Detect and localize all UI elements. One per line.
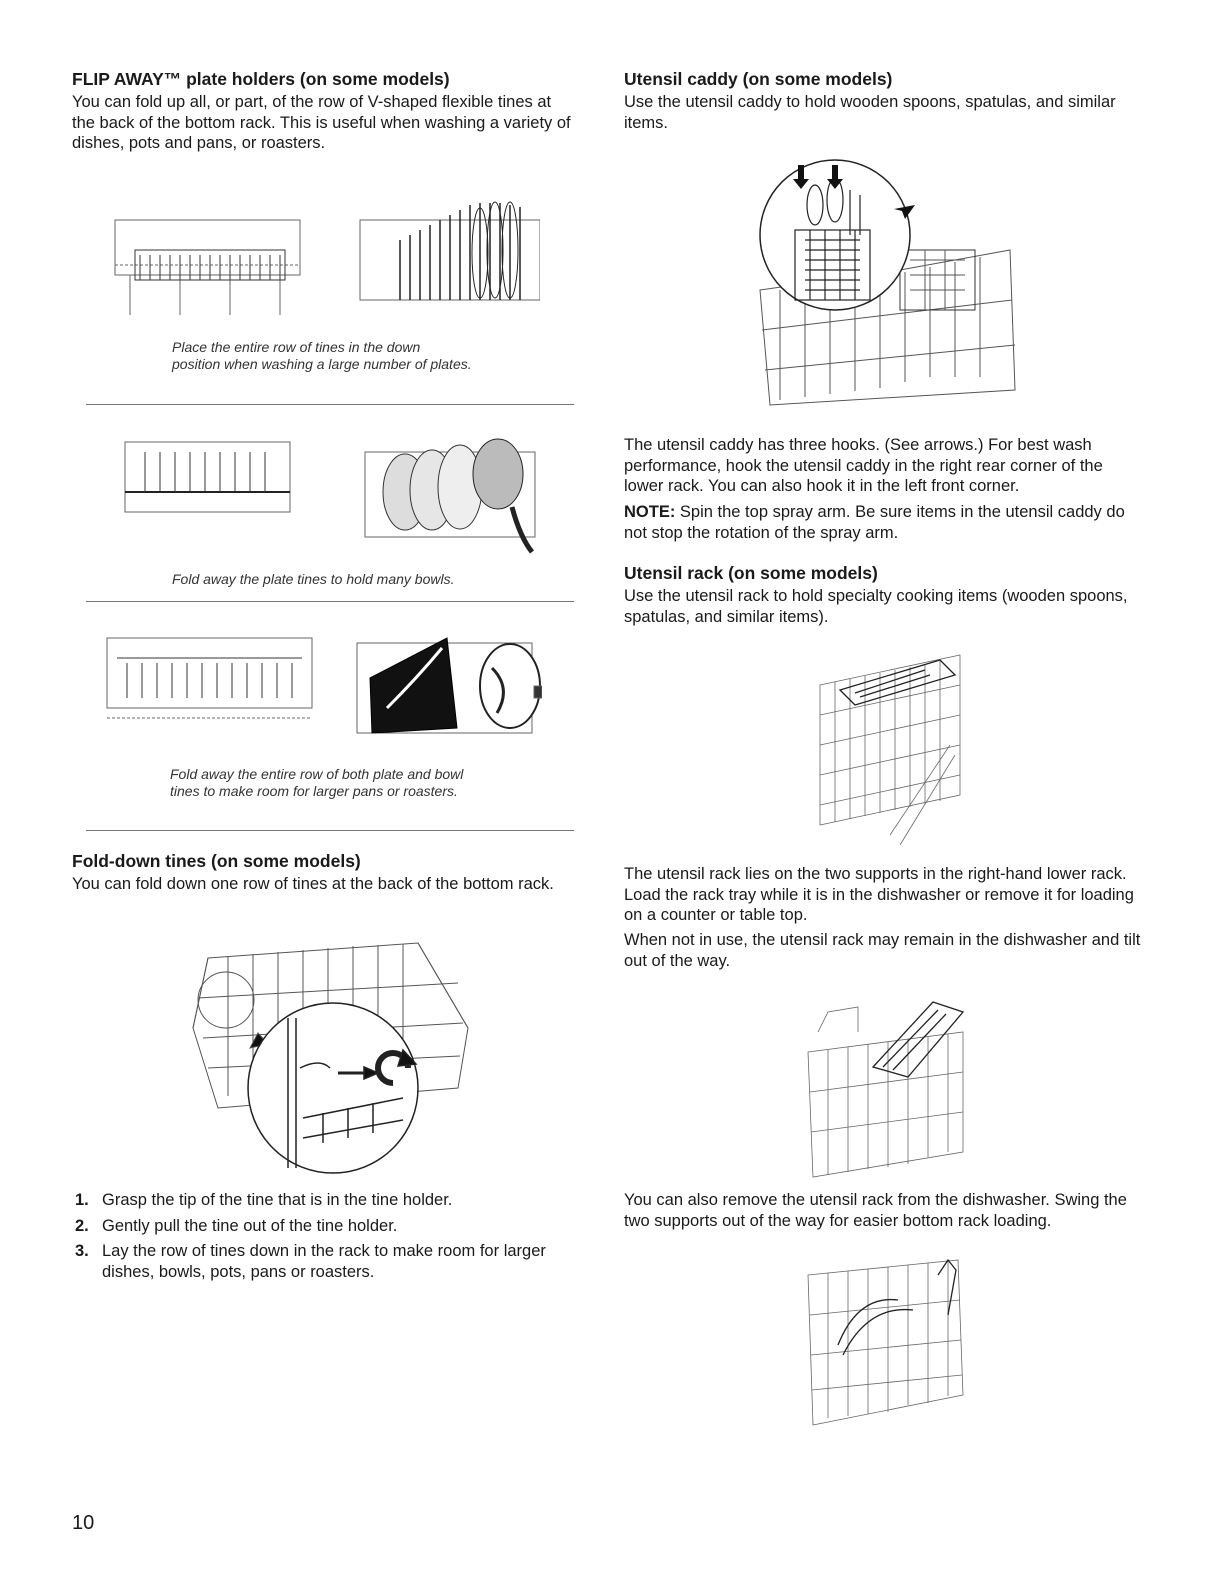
utensil-rack-body4: You can also remove the utensil rack from the dishwasher. Swing the two supports out of the way for easier bottom rack loading.	[624, 1191, 1127, 1230]
step-number: 2.	[75, 1216, 89, 1235]
divider	[86, 404, 574, 405]
utensil-caddy-body2: The utensil caddy has three hooks. (See arrows.) For best wash performance, hook the utensil caddy in the right rear corner of the lower rack. You can also hook it in the left front corner.	[624, 436, 1103, 495]
step-text: Lay the row of tines down in the rack to make room for larger dishes, bowls, pots, pans or roasters.	[102, 1242, 546, 1281]
utensil-rack-title: Utensil rack (on some models)	[624, 563, 878, 583]
utensil-caddy-note	[624, 502, 1144, 543]
step-number: 1.	[75, 1191, 89, 1209]
utensil-rack-body: Use the utensil rack to hold specialty cooking items (wooden spoons, spatulas, and similar items).	[624, 587, 1128, 626]
fold-down-body: You can fold down one row of tines at the back of the bottom rack.	[72, 875, 554, 893]
fold-down-rack-illustration	[188, 938, 478, 1183]
rack-bowls-illustration	[120, 432, 540, 557]
flip-away-title: FLIP AWAY™ plate holders (on some models)	[72, 69, 450, 89]
list-item	[72, 1216, 592, 1237]
caption-pans: Fold away the entire row of both plate and bowl tines to make room for larger pans or roasters.	[170, 766, 464, 799]
utensil-rack-tilted-illustration	[798, 992, 973, 1182]
step-number: 3.	[75, 1242, 89, 1260]
rack-tines-down-illustration	[110, 195, 540, 325]
utensil-rack-body3: When not in use, the utensil rack may remain in the dishwasher and tilt out of the way.	[624, 931, 1141, 970]
step-text: Gently pull the tine out of the tine holder.	[102, 1216, 398, 1235]
note-label: NOTE:	[624, 503, 676, 521]
note-text: Spin the top spray arm. Be sure items in the utensil caddy do not stop the rotation of the spray arm.	[624, 503, 1125, 542]
caption-tines-down: Place the entire row of tines in the down position when washing a large number of plates.	[172, 339, 472, 372]
rack-pans-illustration	[102, 628, 542, 748]
divider	[86, 830, 574, 831]
fold-down-steps	[72, 1190, 592, 1287]
utensil-rack-illustration	[800, 645, 970, 860]
page-number: 10	[72, 1512, 95, 1534]
fold-down-title: Fold-down tines (on some models)	[72, 851, 361, 871]
utensil-caddy-body: Use the utensil caddy to hold wooden spoons, spatulas, and similar items.	[624, 93, 1116, 132]
utensil-rack-removed-illustration	[798, 1255, 973, 1430]
utensil-rack-body2: The utensil rack lies on the two supports in the right-hand lower rack. Load the rack tray while it is in the dishwasher or remove it for loading on a counter or table top.	[624, 865, 1134, 924]
utensil-caddy-title: Utensil caddy (on some models)	[624, 69, 893, 89]
list-item	[72, 1241, 592, 1282]
caption-bowls: Fold away the plate tines to hold many bowls.	[172, 571, 455, 587]
step-text: Grasp the tip of the tine that is in the tine holder.	[102, 1191, 453, 1209]
list-item	[72, 1190, 592, 1211]
flip-away-body: You can fold up all, or part, of the row of V-shaped flexible tines at the back of the bottom rack. This is useful when washing a variety of dishes, pots and pans, or roasters.	[72, 93, 571, 152]
utensil-caddy-illustration	[750, 150, 1025, 425]
divider	[86, 601, 574, 602]
